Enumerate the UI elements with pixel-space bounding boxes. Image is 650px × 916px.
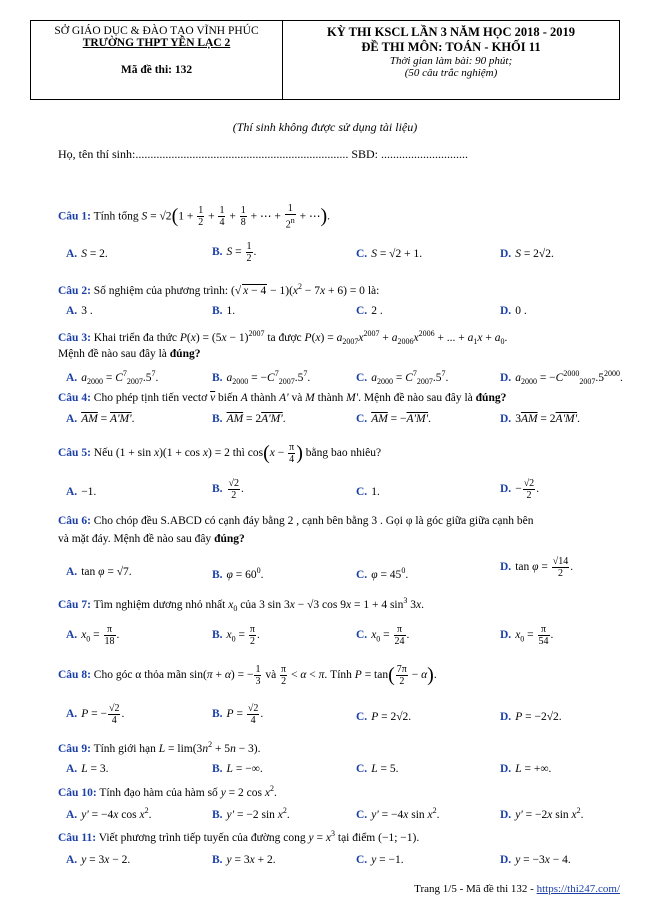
options-q1 — [66, 241, 626, 266]
question-7: Câu 7: Tìm nghiệm dương nhỏ nhất $x_0$ của 3 sin 3x − √3 cos 9x = 1 + 4 $\sin^3 3x$. — [58, 596, 424, 614]
exam-header — [30, 20, 620, 100]
option-a[interactable]: A. y = 3x − 2. — [66, 854, 131, 866]
question-9: Câu 9: Tính giới hạn $L = \lim(3n^2 + 5n - 3)$. — [58, 740, 261, 755]
option-c[interactable]: C. y' = −4x $\sin x^2$. — [356, 806, 440, 821]
question-10: Câu 10: Tính đạo hàm của hàm số y = 2 $\cos x^2$. — [58, 784, 277, 799]
option-c[interactable]: C. $\varphi = 45^0$. — [356, 566, 409, 581]
option-a[interactable]: A. −1. — [66, 486, 97, 498]
option-a[interactable]: A. y' = −4x $\cos x^2$. — [66, 806, 152, 821]
option-a[interactable]: A. $\overline{AM} = A'M'$. — [66, 413, 135, 425]
question-count: (50 câu trắc nghiệm) — [404, 67, 498, 79]
notice: (Thí sinh không được sử dụng tài liệu) — [232, 120, 418, 134]
options-q9 — [66, 763, 626, 781]
option-b[interactable]: B. $\frac{√2}{2}$ . — [212, 478, 244, 501]
option-a[interactable]: A. P = − $\frac{√2}{4}$ . — [66, 703, 125, 726]
header-right — [283, 21, 619, 99]
exam-code: Mã đề thi: 132 — [120, 64, 193, 76]
question-8: Câu 8: Cho góc α thỏa mãn sin(π + α) = − $\frac{1}{3}$ và $\frac{\pi}{2}$ < α < π. Tính P = tan( $\frac{7\pi}{2}$ − α). — [58, 664, 437, 687]
option-d[interactable]: D. 0 . — [500, 305, 527, 317]
option-c[interactable]: C. $x_0$ = $\frac{\pi}{24}$ . — [356, 624, 410, 647]
option-a[interactable]: A. S = 2. — [66, 248, 108, 260]
options-q2 — [66, 305, 626, 323]
footer-link[interactable]: https://thi247.com/ — [536, 883, 620, 895]
question-label: Câu 1: — [58, 210, 91, 223]
question-2: Câu 2: Số nghiệm của phương trình: (√ $x - 4 - 1)(x^2 - 7x + 6) = 0$ là: — [58, 282, 380, 297]
exam-title: KỲ THI KSCL LẦN 3 NĂM HỌC 2018 - 2019 — [326, 25, 576, 39]
option-c[interactable]: C. L = 5. — [356, 763, 399, 775]
option-a[interactable]: A. $x_0$ = $\frac{\pi}{18}$ . — [66, 624, 120, 647]
option-c[interactable]: C. 1. — [356, 486, 380, 498]
option-d[interactable]: D. tan φ = $\frac{√14}{2}$ . — [500, 556, 574, 579]
option-c[interactable]: C. y = −1. — [356, 854, 404, 866]
question-6: Câu 6: Cho chóp đều S.ABCD có cạnh đáy bằng 2 , cạnh bên bằng 3 . Gọi φ là góc giữa giữa cạnh bên — [58, 515, 534, 527]
options-q7 — [66, 624, 626, 648]
student-info-line: Họ, tên thí sinh:....................................................................... SBD: ............................. — [58, 147, 469, 161]
question-5: Câu 5: Nếu (1 + sin x)(1 + cos x) = 2 thì cos(x − $\frac{\pi}{4}$ ) bằng bao nhiêu? — [58, 442, 382, 465]
option-b[interactable]: B. $a_{2000} = -C^7_{2007}.5^7$. — [212, 369, 311, 387]
question-3-line2: Mệnh đề nào sau đây là đúng? — [58, 348, 201, 360]
option-d[interactable]: D. $x_0$ = $\frac{\pi}{54}$ . — [500, 624, 554, 647]
question-3: Câu 3: Khai triển đa thức $P(x) = (5x - 1)^{2007}$ ta được $P(x) = a_{2007}x^{2007} + a_{2006}x^{2006}$ + ... + $a_1x + a_0$. — [58, 329, 508, 347]
options-q11 — [66, 854, 626, 872]
option-c[interactable]: C. P = 2√2. — [356, 711, 412, 723]
options-q8 — [66, 703, 626, 729]
options-q6 — [66, 556, 626, 584]
option-b[interactable]: B. y = 3x + 2. — [212, 854, 276, 866]
option-d[interactable]: D. y' = −2x $\sin x^2$. — [500, 806, 584, 821]
question-1: Câu 1: Tính tổng S = √2(1 + $\frac{1}{2}$ + $\frac{1}{4}$ + $\frac{1}{8}$ + ⋯ + $\frac{1}{2^n}$ + ⋯). — [58, 203, 331, 231]
option-b[interactable]: B. L = −∞. — [212, 763, 263, 775]
dept-name: SỞ GIÁO DỤC & ĐÀO TẠO VĨNH PHÚC — [54, 25, 259, 37]
option-a[interactable]: A. $a_{2000} = C^7_{2007}.5^7$. — [66, 369, 159, 387]
option-c[interactable]: C. S = √2 + 1. — [356, 248, 423, 260]
option-b[interactable]: B. $\overline{AM} = 2A'M'$. — [212, 413, 286, 425]
options-q4 — [66, 413, 626, 431]
option-b[interactable]: B. 1. — [212, 305, 236, 317]
page-footer — [414, 883, 620, 895]
option-c[interactable]: C. $\overline{AM} = -A'M'$. — [356, 413, 431, 425]
option-d[interactable]: D. y = −3x − 4. — [500, 854, 571, 866]
option-d[interactable]: D. P = −2√2. — [500, 711, 562, 723]
option-b[interactable]: B. P = $\frac{√2}{4}$ . — [212, 703, 264, 726]
options-q10 — [66, 806, 626, 824]
header-left — [31, 21, 283, 99]
option-a[interactable]: A. 3 . — [66, 305, 93, 317]
option-c[interactable]: C. 2 . — [356, 305, 383, 317]
footer-text: Trang 1/5 - Mã đề thi 132 - — [414, 883, 537, 895]
question-4: Câu 4: Cho phép tịnh tiến vectơ $\overline{v}$ biến A thành A' và M thành M'. Mệnh đề nào sau đây là đúng? — [58, 392, 507, 404]
option-c[interactable]: C. $a_{2000} = C^7_{2007}.5^7$. — [356, 369, 449, 387]
option-d[interactable]: D. − $\frac{√2}{2}$ . — [500, 478, 540, 501]
option-d[interactable]: D. $a_{2000} = -C^{2000}_{2007}.5^{2000}$. — [500, 369, 623, 387]
question-text: Tính tổng — [93, 210, 139, 223]
option-d[interactable]: D. L = +∞. — [500, 763, 552, 775]
option-b[interactable]: B. $\varphi = 60^0$. — [212, 566, 264, 581]
option-d[interactable]: D. $3\overline{AM} = 2A'M'$. — [500, 413, 580, 425]
option-d[interactable]: D. S = 2√2. — [500, 248, 554, 260]
option-b[interactable]: B. y' = −2 $\sin x^2$. — [212, 806, 290, 821]
school-name: TRƯỜNG THPT YÊN LẠC 2 — [82, 37, 231, 49]
options-q3 — [66, 369, 626, 387]
question-6-line2: và mặt đáy. Mệnh đề nào sau đây đúng? — [58, 533, 245, 545]
option-b[interactable]: B. S = $\frac{1}{2}$ . — [212, 241, 257, 264]
option-b[interactable]: B. $x_0$ = $\frac{\pi}{2}$ . — [212, 624, 260, 647]
question-11: Câu 11: Viết phương trình tiếp tuyến của đường cong $y = x^3$ tại điểm (−1; −1). — [58, 829, 420, 844]
options-q5 — [66, 478, 626, 504]
option-a[interactable]: A. tan φ = √7. — [66, 566, 132, 578]
option-a[interactable]: A. L = 3. — [66, 763, 109, 775]
exam-time: Thời gian làm bài: 90 phút; — [389, 55, 513, 67]
exam-subject: ĐỀ THI MÔN: TOÁN - KHỐI 11 — [361, 40, 541, 54]
